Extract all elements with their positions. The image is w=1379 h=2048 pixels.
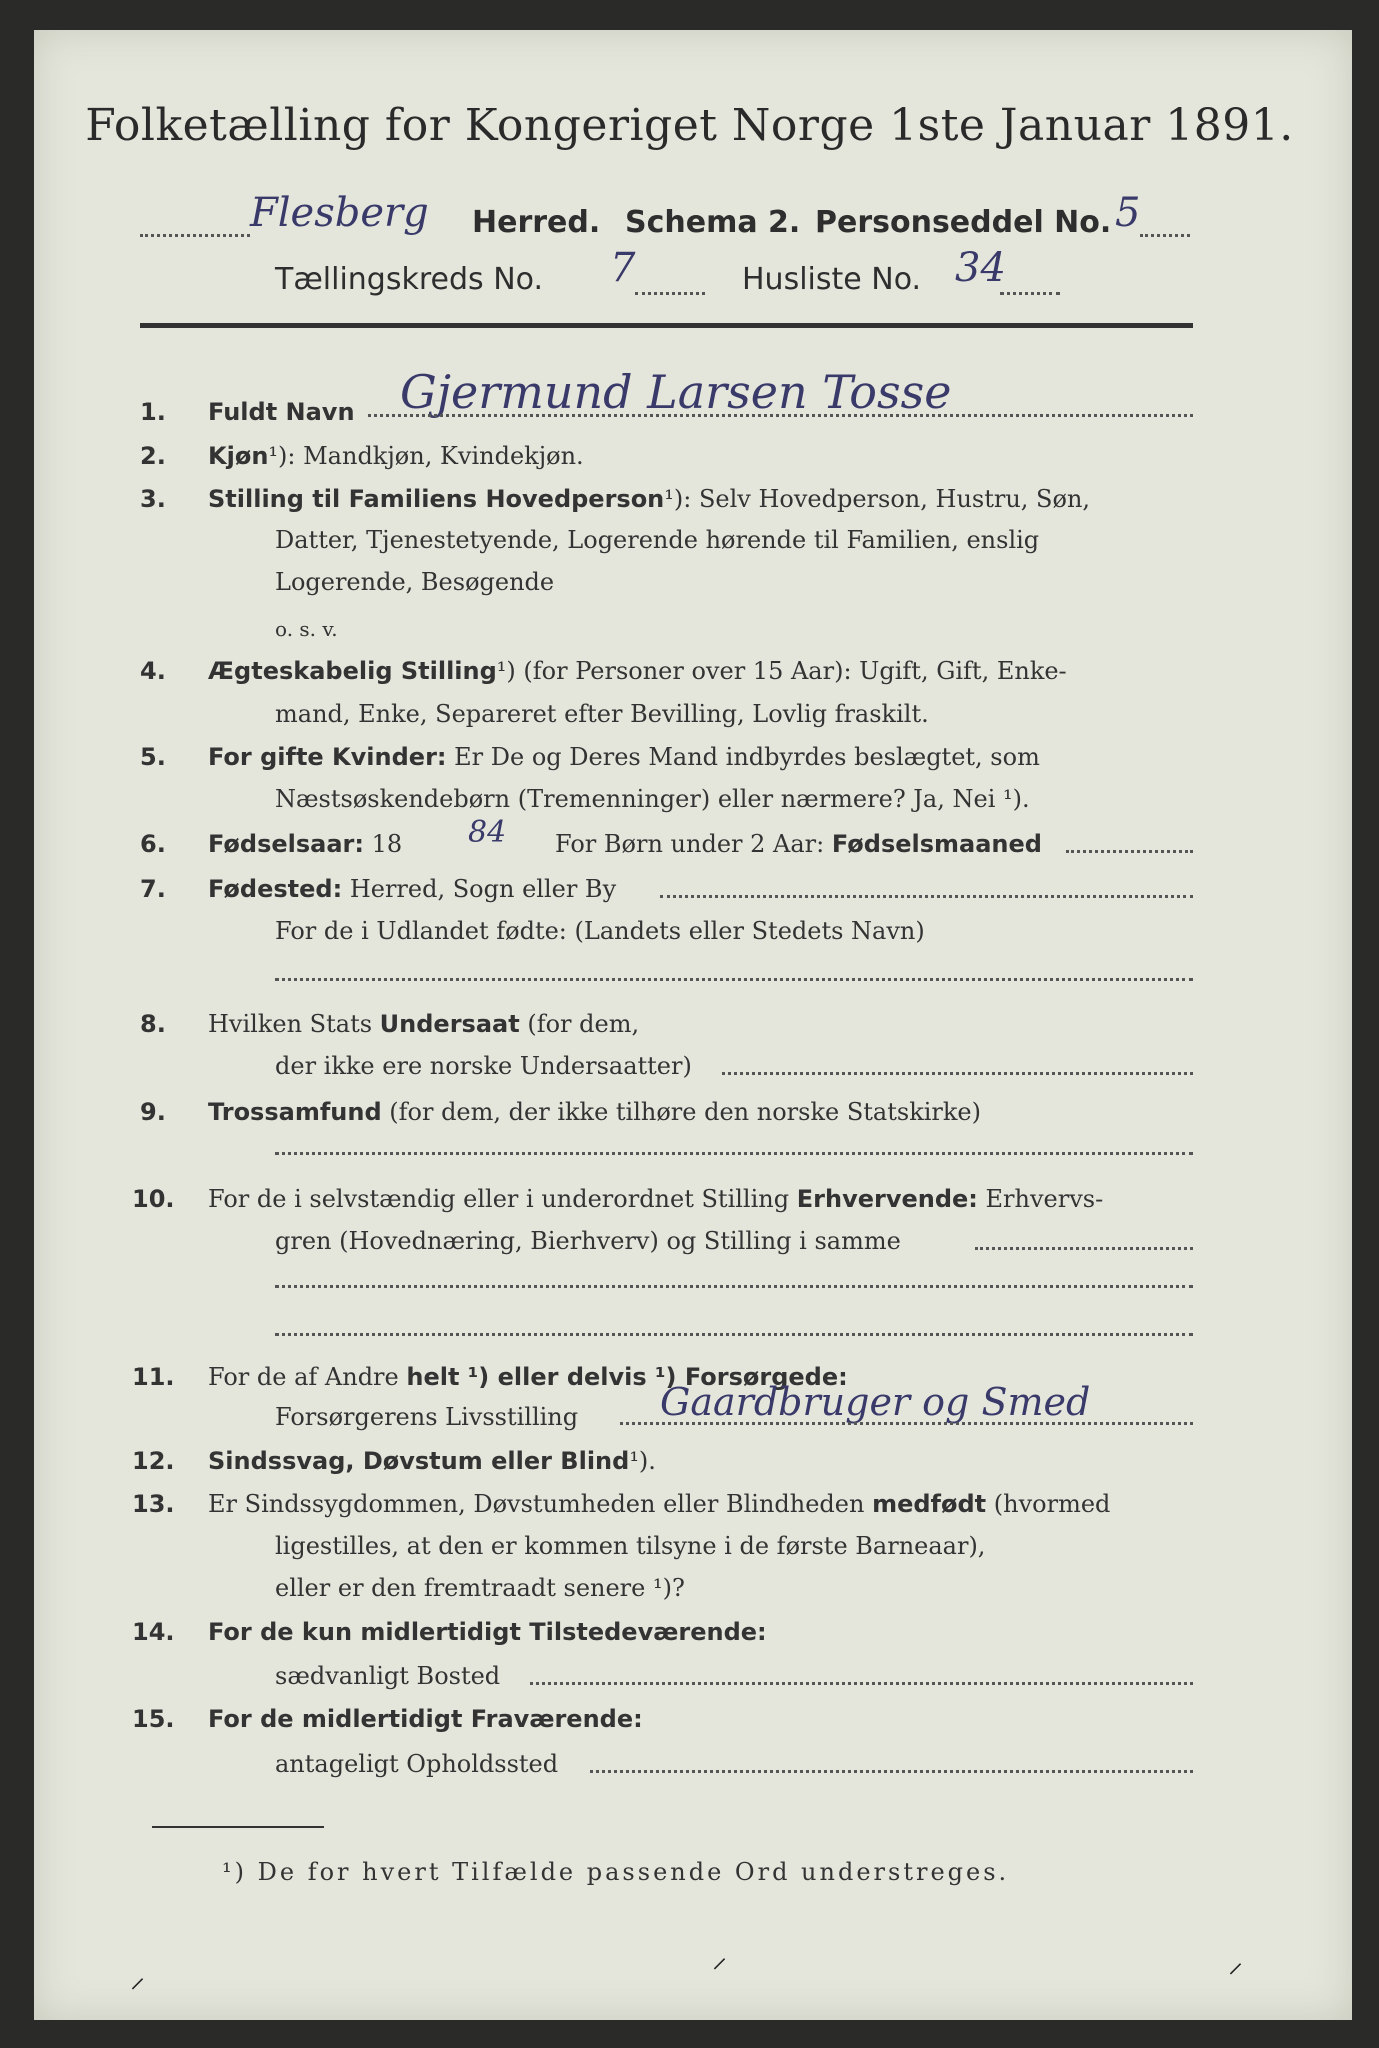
q11-line2: Forsørgerens Livsstilling (275, 1403, 579, 1431)
footnote-rule (152, 1826, 324, 1828)
q3-number: 3. (140, 485, 166, 513)
q10-line: For de i selvstændig eller i underordnet Stilling Erhvervende: Erhvervs- (208, 1185, 1104, 1213)
header-rule (140, 323, 1193, 328)
footnote: ¹) De for hvert Tilfælde passende Ord understreges. (222, 1858, 1010, 1886)
q14-line2: sædvanligt Bosted (275, 1662, 501, 1690)
q3-line4: o. s. v. (275, 617, 338, 641)
husliste-dotline (1000, 292, 1060, 295)
q5-number: 5. (140, 743, 166, 771)
q1-dotline (368, 414, 1193, 417)
q14-number: 14. (132, 1618, 175, 1646)
stray-mark-left: ⸝ (130, 1960, 145, 1995)
q15-line2: antageligt Opholdssted (275, 1750, 559, 1778)
q4-line2: mand, Enke, Separeret efter Bevilling, Lovlig fraskilt. (275, 700, 929, 728)
q15-number: 15. (132, 1705, 175, 1733)
q10-dotline (975, 1247, 1193, 1250)
q3-line2: Datter, Tjenestetyende, Logerende hørende til Familien, enslig (275, 526, 1040, 554)
q14-line: For de kun midlertidigt Tilstedeværende: (208, 1618, 767, 1646)
q7-line2: For de i Udlandet fødte: (Landets eller Stedets Navn) (275, 917, 925, 945)
q6-line: Fødselsaar: 18 (208, 830, 403, 858)
husliste-label: Husliste No. (742, 262, 922, 297)
q2-line: Kjøn¹): Mandkjøn, Kvindekjøn. (208, 442, 584, 470)
q3-line3: Logerende, Besøgende (275, 568, 555, 596)
personseddel-value: 5 (1115, 190, 1141, 236)
q13-number: 13. (132, 1490, 175, 1518)
birth-year-value: 84 (468, 815, 507, 850)
stray-mark-right: ⸝ (1228, 1945, 1243, 1980)
kreds-value: 7 (610, 245, 636, 291)
q4-line: Ægteskabelig Stilling¹) (for Personer over 15 Aar): Ugift, Gift, Enke- (208, 657, 1067, 685)
q1-number: 1. (140, 398, 166, 426)
q9-number: 9. (140, 1098, 166, 1126)
q7-dotline (660, 895, 1193, 898)
personseddel-dotline (1140, 234, 1190, 237)
husliste-value: 34 (955, 245, 1006, 291)
q7-line: Fødested: Herred, Sogn eller By (208, 875, 617, 903)
herred-label: Herred. (472, 205, 601, 240)
kreds-dotline (635, 292, 705, 295)
q11-line: For de af Andre helt ¹) eller delvis ¹) Forsørgede: (208, 1363, 848, 1391)
q10-number: 10. (132, 1185, 175, 1213)
q5-line: For gifte Kvinder: Er De og Deres Mand indbyrdes beslægtet, som (208, 743, 1040, 771)
q8-line2: der ikke ere norske Undersaatter) (275, 1052, 692, 1080)
q6-number: 6. (140, 830, 166, 858)
personseddel-label: Personseddel No. (815, 205, 1112, 240)
form-title: Folketælling for Kongeriget Norge 1ste Januar 1891. (85, 100, 1294, 151)
q10-dotline3 (275, 1333, 1193, 1336)
q6-line-rest: For Børn under 2 Aar: Fødselsmaaned (555, 830, 1042, 858)
q10-line2: gren (Hovednæring, Bierhverv) og Stilling i samme (275, 1227, 901, 1255)
stray-mark-center: ⸝ (712, 1940, 727, 1975)
q9-line: Trossamfund (for dem, der ikke tilhøre den norske Statskirke) (208, 1098, 981, 1126)
q12-line: Sindssvag, Døvstum eller Blind¹). (208, 1447, 656, 1475)
q11-dotline (620, 1422, 1193, 1425)
q14-dotline (530, 1682, 1193, 1685)
q4-number: 4. (140, 657, 166, 685)
q7-number: 7. (140, 875, 166, 903)
q13-line3: eller er den fremtraadt senere ¹)? (275, 1574, 685, 1602)
q11-number: 11. (132, 1363, 175, 1391)
q12-number: 12. (132, 1447, 175, 1475)
q15-line: For de midlertidigt Fraværende: (208, 1705, 643, 1733)
q13-line2: ligestilles, at den er kommen tilsyne i de første Barneaar), (275, 1532, 986, 1560)
q8-number: 8. (140, 1010, 166, 1038)
q10-dotline2 (275, 1285, 1193, 1288)
schema-label: Schema 2. (625, 205, 801, 240)
provider-occupation-value: Gaardbruger og Smed (660, 1380, 1091, 1424)
q1-label: Fuldt Navn (208, 398, 355, 426)
q15-dotline (590, 1770, 1193, 1773)
q13-line: Er Sindssygdommen, Døvstumheden eller Blindheden medfødt (hvormed (208, 1490, 1111, 1518)
q3-line: Stilling til Familiens Hovedperson¹): Selv Hovedperson, Hustru, Søn, (208, 485, 1091, 513)
full-name-value: Gjermund Larsen Tosse (400, 365, 952, 419)
q5-line2: Næstsøskendebørn (Tremenninger) eller nærmere? Ja, Nei ¹). (275, 785, 1030, 813)
kreds-label: Tællingskreds No. (275, 262, 543, 297)
herred-value: Flesberg (250, 190, 429, 236)
q2-number: 2. (140, 442, 166, 470)
q8-dotline (722, 1072, 1193, 1075)
q9-dotline (275, 1152, 1193, 1155)
q7-dotline2 (275, 978, 1193, 981)
q6-dotline (1066, 850, 1193, 853)
herred-dotline (140, 234, 250, 237)
q8-line: Hvilken Stats Undersaat (for dem, (208, 1010, 640, 1038)
